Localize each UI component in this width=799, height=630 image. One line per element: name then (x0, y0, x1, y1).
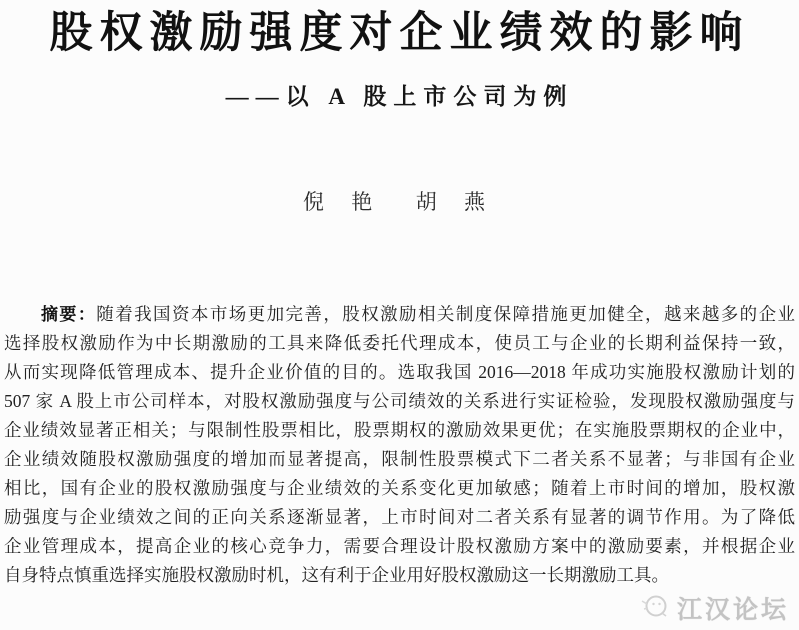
abstract-line: 励强度与企业绩效之间的正向关系逐渐显著，上市时间对二者关系有显著的调节作用。为了降低 (4, 507, 795, 527)
forum-logo-icon (640, 591, 670, 626)
paper-title: 股权激励强度对企业绩效的影响 (49, 10, 750, 57)
abstract-line: 企业绩效显著正相关；与限制性股票相比，股票期权的激励效果更优；在实施股票期权的企业中， (4, 420, 795, 440)
paper-authors: 倪 艳 胡 燕 (303, 190, 496, 214)
watermark-text: 江汉论坛 (676, 596, 789, 624)
abstract-line: 507 家 A 股上市公司样本，对股权激励强度与公司绩效的关系进行实证检验，发现股权激励强度与 (4, 391, 795, 411)
paper-page (0, 8, 799, 630)
abstract-line: 企业绩效随股权激励强度的增加而显著提高，限制性股票模式下二者关系不显著；与非国有企业 (4, 449, 795, 469)
abstract-line: 从而实现降低管理成本、提升企业价值的目的。选取我国 2016—2018 年成功实施股权激励计划的 (4, 362, 795, 382)
abstract-label: 摘要： (41, 305, 97, 324)
abstract-line (4, 300, 795, 329)
abstract-line: 相比，国有企业的股权激励强度与企业绩效的关系变化更加敏感；随着上市时间的增加，股权激 (4, 478, 795, 498)
abstract-line: 自身特点慎重选择实施股权激励时机，这有利于企业用好股权激励这一长期激励工具。 (4, 565, 669, 585)
abstract-line: 企业管理成本，提高企业的核心竞争力，需要合理设计股权激励方案中的激励要素，并根据企业 (4, 536, 795, 556)
abstract-line-text: 随着我国资本市场更加完善，股权激励相关制度保障措施更加健全，越来越多的企业 (96, 304, 795, 324)
paper-subtitle: ——以 A 股上市公司为例 (225, 84, 574, 109)
watermark (640, 590, 789, 626)
abstract-line: 选择股权激励作为中长期激励的工具来降低委托代理成本，使员工与企业的长期利益保持一致， (4, 333, 795, 353)
abstract-section (4, 300, 795, 590)
